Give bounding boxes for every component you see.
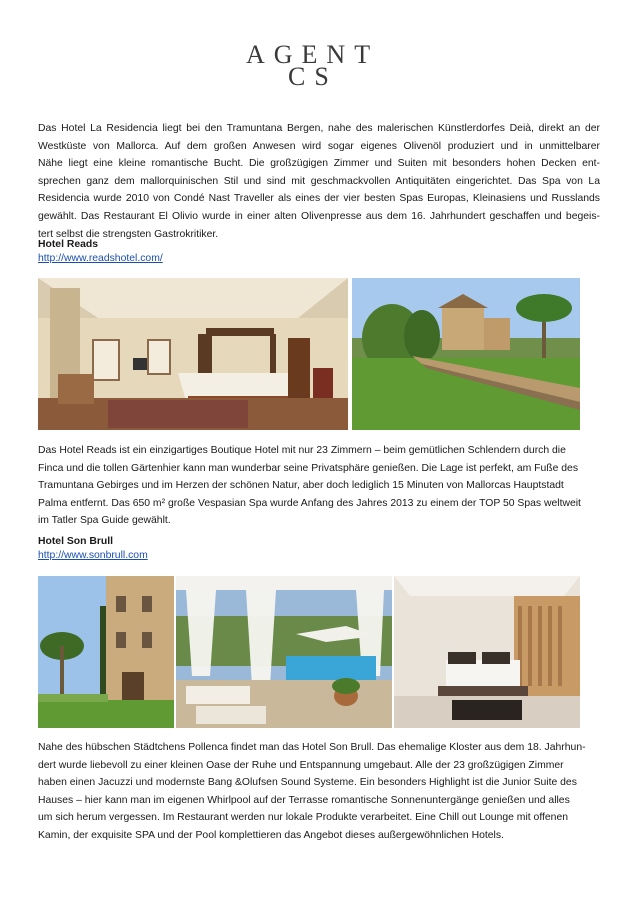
- hotel-reads-link[interactable]: http://www.readshotel.com/: [38, 253, 163, 264]
- intro-line: gewählt. Das Restaurant El Olivio wurde in einer alten Olivenpresse aus dem 16. Jahrhundert geschaffen und begeis-: [38, 210, 600, 222]
- hotel-reads-line: Das Hotel Reads ist ein einzigartiges Boutique Hotel mit nur 23 Zimmern – beim gemütlichen Schlendern durch die: [38, 445, 566, 456]
- hotel-son-brull-room-photo: [394, 576, 580, 728]
- hotel-son-brull-line: Nahe des hübschen Städtchens Pollenca findet man das Hotel Son Brull. Das ehemalige Kloster aus dem 18. Jahrhun-: [38, 742, 586, 753]
- hotel-reads-title: Hotel Reads: [38, 239, 99, 250]
- logo-line-1: AGENT: [246, 40, 380, 69]
- hotel-son-brull-line: dert wurde liebevoll zu einer kleinen Oase der Ruhe und Entspannung umgebaut. Alle der 23 großzügigen Zimmer: [38, 759, 564, 771]
- intro-line: sprechen ganz dem mallorquinischen Stil und sind mit geschmackvollen Antiquitäten eingerichtet. Das Spa von La: [38, 175, 600, 187]
- hotel-reads-line: im Tatler Spa Guide gewählt.: [38, 515, 171, 527]
- hotel-son-brull-link[interactable]: http://www.sonbrull.com: [38, 550, 148, 561]
- agent-cs-logo: [0, 40, 638, 96]
- intro-line: tert selbst die strengsten Gastrokritiker.: [38, 228, 219, 240]
- hotel-son-brull-line: haben einen Jacuzzi und modernste Bang &Olufsen Sound Systeme. Ein besonders Highlight ist die Junior Suite des: [38, 777, 577, 789]
- hotel-son-brull-line: Kamin, der exquisite SPA und der Pool komplettieren das Angebot dieses außergewöhnlichen Hotels.: [38, 829, 504, 841]
- hotel-son-brull-line: um sich herum vergessen. Im Restaurant werden nur lokale Produkte verarbeitet. Eine Chill out Lounge mit offenen: [38, 812, 569, 824]
- hotel-reads-line: Palma entfernt. Das 650 m² große Vespasian Spa wurde Anfang des Jahres 2013 zu einem der TOP 50 Spas weltweit: [38, 497, 581, 509]
- hotel-son-brull-title: Hotel Son Brull: [38, 536, 114, 547]
- hotel-son-brull-line: Hauses – hier kann man im eigenen Whirlpool auf der Terrasse romantische Sonnenuntergänge genießen und alles: [38, 794, 570, 806]
- intro-line: Das Hotel La Residencia liegt bei den Tramuntana Bergen, nahe des malerischen Künstlerdorfes Deià, direkt an der: [38, 123, 600, 134]
- intro-line: Nähe liegt eine kleine romantische Bucht. Die großzügigen Zimmer und Suiten mit besonders hohen Decken ent-: [38, 158, 600, 170]
- logo-line-2: CS: [288, 62, 338, 91]
- intro-line: Westküste von Mallorca. Auf dem großen Anwesen wird sogar eigenes Olivenöl produziert und in unmittelbarer: [38, 140, 600, 152]
- hotel-reads-description: [38, 442, 600, 530]
- hotel-son-brull-pool-photo: [176, 576, 392, 728]
- intro-paragraph: [38, 120, 600, 243]
- hotel-reads-bedroom-photo: [38, 278, 348, 430]
- hotel-reads-line: Finca und die tollen Gärtenhier kann man wunderbar seine Privatsphäre genießen. Die Lage ist perfekt, am Fuße des: [38, 462, 579, 474]
- hotel-son-brull-description: [38, 739, 600, 845]
- hotel-reads-line: Tramuntana Gebirges und im Herzen der schönen Natur, aber doch lediglich 15 Minuten von Mallorcas Hauptstadt: [38, 480, 564, 492]
- hotel-son-brull-exterior-photo: [38, 576, 174, 728]
- hotel-reads-exterior-photo: [352, 278, 580, 430]
- intro-line: Residencia wurde 2010 von Condé Nast Traveller als eines der vier besten Spas Europas, Kleinasiens und Russlands: [38, 193, 600, 205]
